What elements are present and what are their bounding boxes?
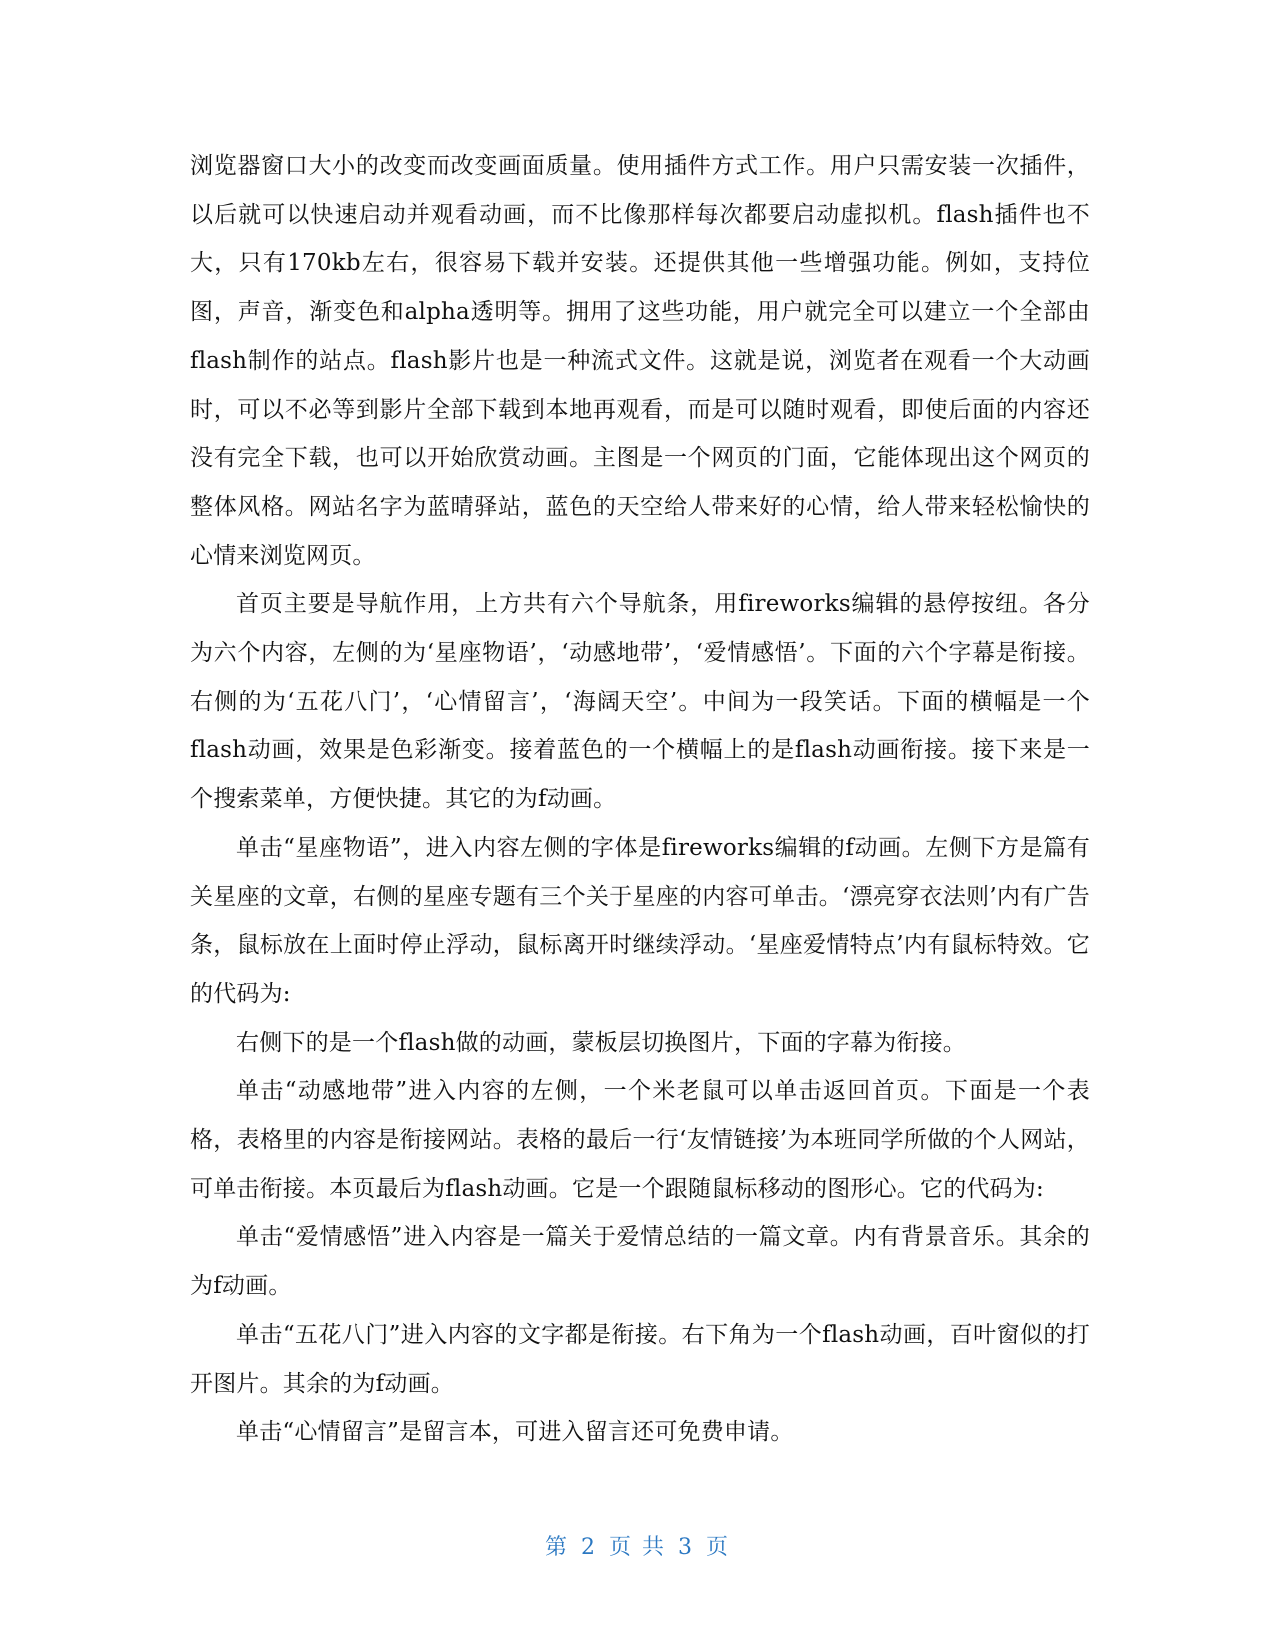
footer-prefix: 第 [544,1535,569,1560]
footer-suffix: 页 [706,1535,731,1560]
document-body [190,142,1090,1457]
paragraph-4: 右侧下的是一个flash做的动画，蒙板层切换图片，下面的字幕为衔接。 [236,1029,966,1056]
footer-middle: 页 共 [609,1535,666,1560]
paragraph-1: 浏览器窗口大小的改变而改变画面质量。使用插件方式工作。用户只需安装一次插件，以后就可以快速启动并观看动画，而不比像那样每次都要启动虚拟机。flash插件也不大，只有170kb左右，很容易下载并安装。还提供其他一些增强功能。例如，支持位图，声音，渐变色和alpha透明等。拥用了这些功能，用户就完全可以建立一个全部由flash制作的站点。flash影片也是一种流式文件。这就是说，浏览者在观看一个大动画时，可以不必等到影片全部下载到本地再观看，而是可以随时观看，即使后面的内容还没有完全下载，也可以开始欣赏动画。主图是一个网页的门面，它能体现出这个网页的整体风格。网站名字为蓝晴驿站，蓝色的天空给人带来好的心情，给人带来轻松愉快的心情来浏览网页。 [190,153,1090,569]
paragraph-3: 单击“星座物语”，进入内容左侧的字体是fireworks编辑的f动画。左侧下方是篇有关星座的文章，右侧的星座专题有三个关于星座的内容可单击。‘漂亮穿衣法则’内有广告条，鼠标放在上面时停止浮动，鼠标离开时继续浮动。‘星座爱情特点’内有鼠标特效。它的代码为: [190,834,1090,1007]
page-number-footer [0,1530,1275,1561]
paragraph-8: 单击“心情留言”是留言本，可进入留言还可免费申请。 [236,1419,794,1446]
footer-current-page: 2 [581,1535,597,1560]
paragraph-2: 首页主要是导航作用，上方共有六个导航条，用fireworks编辑的悬停按纽。各分为六个内容，左侧的为‘星座物语’，‘动感地带’，‘爱情感悟’。下面的六个字幕是衔接。右侧的为‘五花八门’，‘心情留言’，‘海阔天空’。中间为一段笑话。下面的横幅是一个flash动画，效果是色彩渐变。接着蓝色的一个横幅上的是flash动画衔接。接下来是一个搜索菜单，方便快捷。其它的为f动画。 [190,591,1090,813]
footer-total-pages: 3 [678,1535,694,1560]
paragraph-6: 单击“爱情感悟”进入内容是一篇关于爱情总结的一篇文章。内有背景音乐。其余的为f动画。 [190,1224,1090,1300]
paragraph-5: 单击“动感地带”进入内容的左侧，一个米老鼠可以单击返回首页。下面是一个表格，表格里的内容是衔接网站。表格的最后一行‘友情链接’为本班同学所做的个人网站，可单击衔接。本页最后为flash动画。它是一个跟随鼠标移动的图形心。它的代码为: [190,1078,1090,1202]
paragraph-7: 单击“五花八门”进入内容的文字都是衔接。右下角为一个flash动画，百叶窗似的打开图片。其余的为f动画。 [190,1321,1090,1397]
